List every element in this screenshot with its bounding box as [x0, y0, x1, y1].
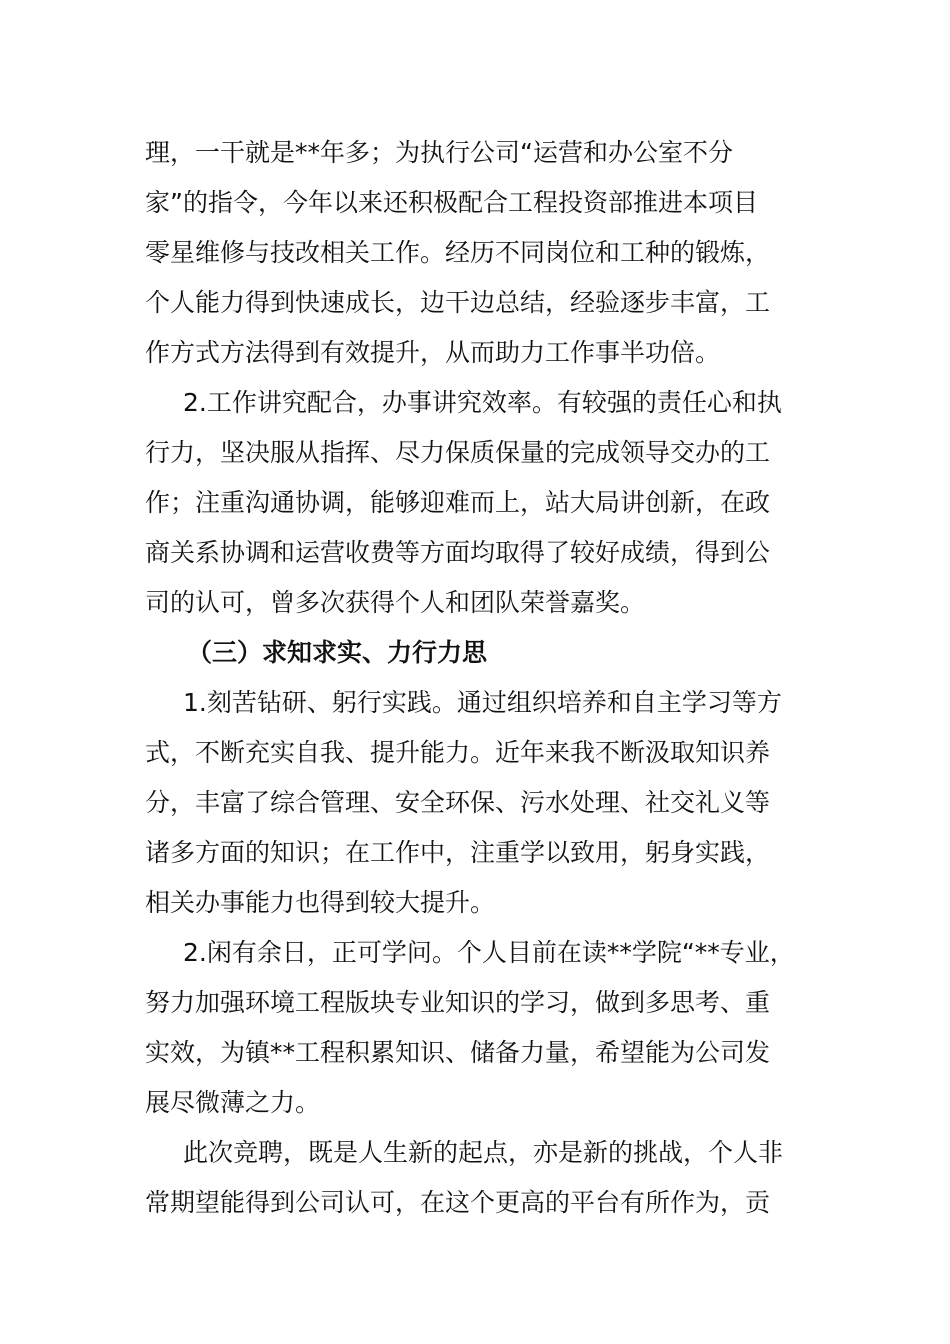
- paragraph-line: 式，不断充实自我、提升能力。近年来我不断汲取知识养: [145, 738, 771, 767]
- paragraph-line: 家”的指令，今年以来还积极配合工程投资部推进本项目: [145, 188, 758, 217]
- paragraph-line: 2.工作讲究配合，办事讲究效率。有较强的责任心和执: [183, 388, 782, 417]
- paragraph-line: 相关办事能力也得到较大提升。: [145, 888, 496, 917]
- section-heading: （三）求知求实、力行力思: [187, 638, 488, 667]
- paragraph-line: 展尽微薄之力。: [145, 1088, 321, 1117]
- paragraph-line: 个人能力得到快速成长，边干边总结，经验逐步丰富，工: [145, 288, 771, 317]
- paragraph-line: 诸多方面的知识；在工作中，注重学以致用，躬身实践，: [145, 838, 771, 867]
- paragraph-line: 零星维修与技改相关工作。经历不同岗位和工种的锻炼，: [145, 238, 771, 267]
- document-body: [145, 128, 815, 1228]
- paragraph-line: 理，一干就是**年多；为执行公司“运营和办公室不分: [145, 138, 733, 167]
- paragraph-line: 作方式方法得到有效提升，从而助力工作事半功倍。: [145, 338, 721, 367]
- paragraph-line: 常期望能得到公司认可，在这个更高的平台有所作为，贡: [145, 1188, 771, 1217]
- paragraph-line: 行力，坚决服从指挥、尽力保质保量的完成领导交办的工: [145, 438, 771, 467]
- paragraph-line: 作；注重沟通协调，能够迎难而上，站大局讲创新，在政: [145, 488, 771, 517]
- paragraph-line: 此次竞聘，既是人生新的起点，亦是新的挑战，个人非: [183, 1138, 784, 1167]
- paragraph-line: 实效，为镇**工程积累知识、储备力量，希望能为公司发: [145, 1038, 771, 1067]
- paragraph-line: 2.闲有余日，正可学问。个人目前在读**学院“**专业，: [183, 938, 795, 967]
- paragraph-line: 分，丰富了综合管理、安全环保、污水处理、社交礼义等: [145, 788, 771, 817]
- paragraph-line: 商关系协调和运营收费等方面均取得了较好成绩，得到公: [145, 538, 771, 567]
- paragraph-line: 1.刻苦钻研、躬行实践。通过组织培养和自主学习等方: [183, 688, 782, 717]
- paragraph-line: 努力加强环境工程版块专业知识的学习，做到多思考、重: [145, 988, 771, 1017]
- paragraph-line: 司的认可，曾多次获得个人和团队荣誉嘉奖。: [145, 588, 646, 617]
